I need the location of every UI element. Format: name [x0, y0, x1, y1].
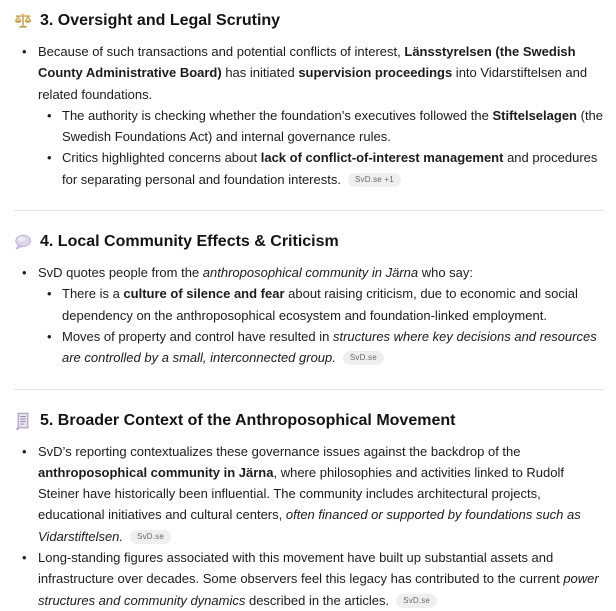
bullet-list	[14, 41, 604, 190]
text-segment: Stiftelselagen	[492, 107, 577, 123]
text-segment: Critics highlighted concerns about	[62, 150, 261, 166]
section	[14, 410, 604, 611]
text-segment: Länsstyrelsen (the Swedish County Administrative Board)	[38, 44, 576, 81]
bullet-item	[14, 262, 604, 283]
text-segment: often financed or supported by foundations such as Vidarstiftelsen.	[38, 507, 581, 544]
bullet-item	[14, 147, 604, 190]
text-segment: into Vidarstiftelsen and related foundations.	[38, 65, 588, 102]
text-segment: anthroposophical community in Järna	[202, 265, 419, 281]
section	[14, 10, 604, 190]
receipt-icon	[14, 412, 32, 430]
section	[14, 231, 604, 368]
section-title: 3. Oversight and Legal Scrutiny	[40, 12, 281, 29]
text-segment: anthroposophical community in Järna	[38, 464, 274, 480]
section-title: 4. Local Community Effects & Criticism	[40, 233, 339, 251]
text-segment: has initiated	[221, 65, 299, 81]
section-divider	[14, 389, 604, 390]
text-segment: described in the articles.	[245, 592, 390, 608]
section-heading	[14, 231, 604, 253]
text-segment: culture of silence and fear	[123, 286, 285, 302]
bullet-item	[14, 41, 604, 105]
text-segment: structures where key decisions and resources are controlled by a small, interconnected group.	[62, 328, 597, 366]
citation-badge[interactable]: SvD.se	[396, 594, 437, 608]
bullet-item	[14, 326, 604, 369]
text-segment: , where philosophies and activities linked to Rudolf Steiner have historically been influential. The community includes architectural projects, educational initiatives and cultural centers,	[38, 464, 564, 523]
section-heading	[14, 10, 604, 32]
text-segment: There is a	[62, 286, 124, 302]
citation-badge[interactable]: SvD.se	[343, 351, 384, 365]
section-title: 5. Broader Context of the Anthroposophical Movement	[40, 411, 456, 429]
section-divider	[14, 210, 604, 211]
text-segment: about raising criticism, due to economic and social dependency on the anthroposophical ecosystem and foundation-linked employment.	[62, 286, 578, 323]
text-segment: Because of such transactions and potential conflicts of interest,	[38, 44, 405, 59]
text-segment: power structures and community dynamics	[38, 571, 599, 608]
citation-badge[interactable]: SvD.se	[130, 530, 171, 544]
speech-balloon-icon	[14, 233, 32, 251]
text-segment: supervision proceedings	[298, 65, 453, 81]
bullet-item	[14, 105, 604, 148]
citation-badge[interactable]: SvD.se +1	[348, 173, 401, 187]
bullet-list	[14, 441, 604, 611]
text-segment: Long-standing figures associated with this movement have built up substantial assets and infrastructure over decades. Some observers feel this legacy has contributed to the current	[38, 550, 564, 587]
text-segment: Moves of property and control have resulted in	[62, 328, 333, 344]
bullet-list	[14, 262, 604, 368]
text-segment: SvD’s reporting contextualizes these governance issues against the backdrop of the	[38, 443, 521, 459]
text-segment: lack of conflict-of-interest management	[260, 150, 504, 166]
bullet-item	[14, 283, 604, 326]
bullet-item	[14, 441, 604, 547]
text-segment: who say:	[418, 265, 474, 281]
text-segment: (the Swedish Foundations Act) and internal governance rules.	[62, 107, 604, 145]
bullet-item	[14, 547, 604, 611]
text-segment: and procedures for separating personal and foundation interests.	[62, 150, 598, 187]
section-heading	[14, 410, 604, 432]
text-segment: SvD quotes people from the	[38, 265, 203, 281]
scales-icon	[14, 12, 32, 30]
text-segment: The authority is checking whether the foundation’s executives followed the	[62, 107, 493, 123]
